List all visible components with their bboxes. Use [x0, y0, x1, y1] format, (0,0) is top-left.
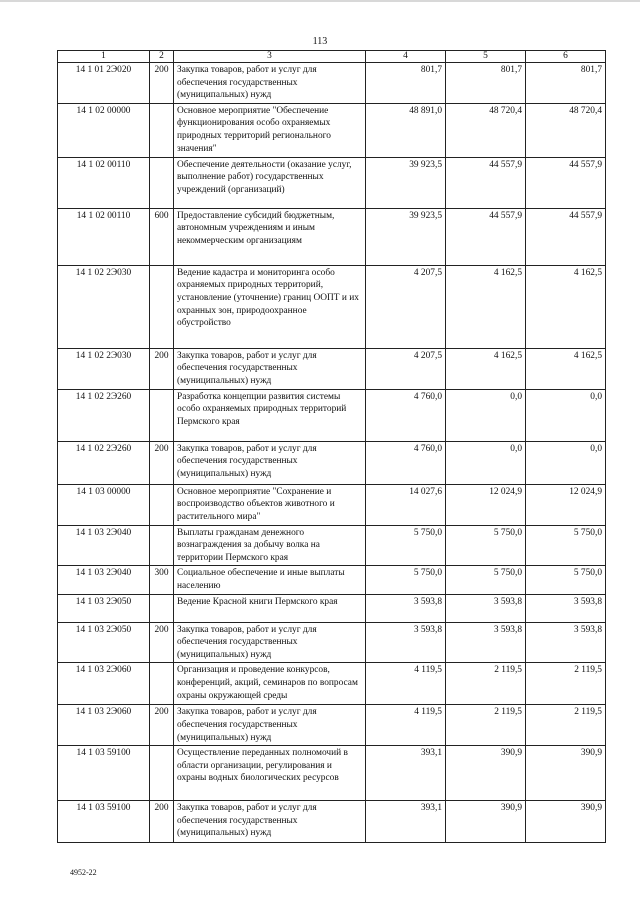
amount-year2-cell: 0,0 — [446, 389, 526, 441]
amount-year1-cell: 4 119,5 — [366, 663, 446, 705]
expense-group-cell: 200 — [150, 441, 174, 484]
amount-year2-cell: 5 750,0 — [446, 566, 526, 594]
table-row — [58, 801, 606, 843]
budget-table — [57, 50, 606, 843]
table-row — [58, 103, 606, 157]
amount-year3-cell: 48 720,4 — [526, 103, 606, 157]
amount-year1-cell: 3 593,8 — [366, 594, 446, 622]
item-name-cell: Социальное обеспечение и иные выплаты населению — [174, 566, 366, 594]
item-name-cell: Закупка товаров, работ и услуг для обеспечения государственных (муниципальных) нужд — [174, 63, 366, 104]
target-code-cell: 14 1 02 2Э030 — [58, 348, 150, 389]
item-name-cell: Основное мероприятие "Обеспечение функционирования особо охраняемых природных территорий регионального значения" — [174, 103, 366, 157]
expense-group-cell — [150, 594, 174, 622]
item-name-cell: Закупка товаров, работ и услуг для обеспечения государственных (муниципальных) нужд — [174, 705, 366, 746]
amount-year3-cell: 3 593,8 — [526, 594, 606, 622]
amount-year1-cell: 39 923,5 — [366, 157, 446, 208]
amount-year2-cell: 3 593,8 — [446, 594, 526, 622]
amount-year1-cell: 801,7 — [366, 63, 446, 104]
amount-year3-cell: 5 750,0 — [526, 525, 606, 566]
table-row — [58, 663, 606, 705]
amount-year3-cell: 390,9 — [526, 801, 606, 843]
table-row — [58, 63, 606, 104]
amount-year1-cell: 393,1 — [366, 801, 446, 843]
page-number: 113 — [312, 36, 328, 47]
amount-year2-cell: 2 119,5 — [446, 705, 526, 746]
amount-year3-cell: 12 024,9 — [526, 484, 606, 525]
item-name-cell: Разработка концепции развития системы особо охраняемых природных территорий Пермского края — [174, 389, 366, 441]
amount-year1-cell: 4 207,5 — [366, 265, 446, 348]
table-row — [58, 265, 606, 348]
column-header: 4 — [366, 51, 446, 63]
target-code-cell: 14 1 03 2Э060 — [58, 663, 150, 705]
amount-year2-cell: 44 557,9 — [446, 157, 526, 208]
target-code-cell: 14 1 02 00110 — [58, 157, 150, 208]
expense-group-cell — [150, 484, 174, 525]
item-name-cell: Ведение Красной книги Пермского края — [174, 594, 366, 622]
expense-group-cell: 300 — [150, 566, 174, 594]
amount-year1-cell: 14 027,6 — [366, 484, 446, 525]
expense-group-cell: 200 — [150, 622, 174, 663]
target-code-cell: 14 1 02 00000 — [58, 103, 150, 157]
expense-group-cell — [150, 157, 174, 208]
amount-year2-cell: 0,0 — [446, 441, 526, 484]
amount-year2-cell: 2 119,5 — [446, 663, 526, 705]
amount-year2-cell: 5 750,0 — [446, 525, 526, 566]
amount-year2-cell: 390,9 — [446, 746, 526, 801]
amount-year2-cell: 48 720,4 — [446, 103, 526, 157]
table-row — [58, 594, 606, 622]
amount-year1-cell: 393,1 — [366, 746, 446, 801]
table-row — [58, 484, 606, 525]
expense-group-cell: 600 — [150, 208, 174, 265]
expense-group-cell — [150, 663, 174, 705]
target-code-cell: 14 1 02 2Э030 — [58, 265, 150, 348]
amount-year2-cell: 3 593,8 — [446, 622, 526, 663]
table-row — [58, 566, 606, 594]
item-name-cell: Закупка товаров, работ и услуг для обеспечения государственных (муниципальных) нужд — [174, 348, 366, 389]
item-name-cell: Выплаты гражданам денежного вознаграждения за добычу волка на территории Пермского края — [174, 525, 366, 566]
column-header: 1 — [58, 51, 150, 63]
table-row — [58, 208, 606, 265]
table-row — [58, 525, 606, 566]
expense-group-cell — [150, 389, 174, 441]
expense-group-cell — [150, 265, 174, 348]
item-name-cell: Основное мероприятие "Сохранение и воспроизводство объектов животного и растительного мира" — [174, 484, 366, 525]
amount-year1-cell: 4 760,0 — [366, 389, 446, 441]
table-row — [58, 746, 606, 801]
table-row — [58, 157, 606, 208]
expense-group-cell: 200 — [150, 63, 174, 104]
amount-year1-cell: 48 891,0 — [366, 103, 446, 157]
amount-year3-cell: 2 119,5 — [526, 663, 606, 705]
amount-year3-cell: 801,7 — [526, 63, 606, 104]
amount-year3-cell: 0,0 — [526, 389, 606, 441]
expense-group-cell: 200 — [150, 801, 174, 843]
amount-year1-cell: 5 750,0 — [366, 525, 446, 566]
amount-year2-cell: 44 557,9 — [446, 208, 526, 265]
amount-year2-cell: 4 162,5 — [446, 265, 526, 348]
top-edge-rule — [0, 0, 640, 2]
target-code-cell: 14 1 03 2Э050 — [58, 622, 150, 663]
document-code: 4952-22 — [70, 868, 97, 877]
target-code-cell: 14 1 03 2Э060 — [58, 705, 150, 746]
amount-year3-cell: 44 557,9 — [526, 208, 606, 265]
item-name-cell: Ведение кадастра и мониторинга особо охраняемых природных территорий, установление (уточнение) границ ООПТ и их охранных зон, природоохранное обустройство — [174, 265, 366, 348]
amount-year3-cell: 5 750,0 — [526, 566, 606, 594]
target-code-cell: 14 1 01 2Э020 — [58, 63, 150, 104]
amount-year1-cell: 3 593,8 — [366, 622, 446, 663]
amount-year1-cell: 39 923,5 — [366, 208, 446, 265]
target-code-cell: 14 1 02 00110 — [58, 208, 150, 265]
target-code-cell: 14 1 03 59100 — [58, 801, 150, 843]
table-row — [58, 622, 606, 663]
amount-year2-cell: 801,7 — [446, 63, 526, 104]
table-row — [58, 389, 606, 441]
expense-group-cell — [150, 525, 174, 566]
expense-group-cell: 200 — [150, 705, 174, 746]
column-header: 3 — [174, 51, 366, 63]
amount-year1-cell: 4 760,0 — [366, 441, 446, 484]
target-code-cell: 14 1 03 2Э050 — [58, 594, 150, 622]
table-row — [58, 441, 606, 484]
expense-group-cell: 200 — [150, 348, 174, 389]
amount-year1-cell: 4 207,5 — [366, 348, 446, 389]
item-name-cell: Закупка товаров, работ и услуг для обеспечения государственных (муниципальных) нужд — [174, 441, 366, 484]
expense-group-cell — [150, 746, 174, 801]
amount-year3-cell: 44 557,9 — [526, 157, 606, 208]
target-code-cell: 14 1 03 2Э040 — [58, 566, 150, 594]
amount-year2-cell: 4 162,5 — [446, 348, 526, 389]
amount-year3-cell: 4 162,5 — [526, 348, 606, 389]
target-code-cell: 14 1 03 59100 — [58, 746, 150, 801]
item-name-cell: Закупка товаров, работ и услуг для обеспечения государственных (муниципальных) нужд — [174, 801, 366, 843]
item-name-cell: Осуществление переданных полномочий в области организации, регулирования и охраны водных биологических ресурсов — [174, 746, 366, 801]
target-code-cell: 14 1 03 00000 — [58, 484, 150, 525]
amount-year3-cell: 0,0 — [526, 441, 606, 484]
table-row — [58, 348, 606, 389]
amount-year2-cell: 390,9 — [446, 801, 526, 843]
table-row — [58, 705, 606, 746]
item-name-cell: Обеспечение деятельности (оказание услуг, выполнение работ) государственных учреждений (организаций) — [174, 157, 366, 208]
target-code-cell: 14 1 03 2Э040 — [58, 525, 150, 566]
column-header: 6 — [526, 51, 606, 63]
item-name-cell: Закупка товаров, работ и услуг для обеспечения государственных (муниципальных) нужд — [174, 622, 366, 663]
header-row — [58, 51, 606, 63]
amount-year1-cell: 5 750,0 — [366, 566, 446, 594]
amount-year3-cell: 3 593,8 — [526, 622, 606, 663]
item-name-cell: Организация и проведение конкурсов, конференций, акций, семинаров по вопросам охраны окружающей среды — [174, 663, 366, 705]
amount-year3-cell: 2 119,5 — [526, 705, 606, 746]
column-header: 5 — [446, 51, 526, 63]
amount-year3-cell: 390,9 — [526, 746, 606, 801]
item-name-cell: Предоставление субсидий бюджетным, автономным учреждениям и иным некоммерческим организациям — [174, 208, 366, 265]
column-header: 2 — [150, 51, 174, 63]
amount-year3-cell: 4 162,5 — [526, 265, 606, 348]
target-code-cell: 14 1 02 2Э260 — [58, 389, 150, 441]
amount-year2-cell: 12 024,9 — [446, 484, 526, 525]
expense-group-cell — [150, 103, 174, 157]
target-code-cell: 14 1 02 2Э260 — [58, 441, 150, 484]
amount-year1-cell: 4 119,5 — [366, 705, 446, 746]
